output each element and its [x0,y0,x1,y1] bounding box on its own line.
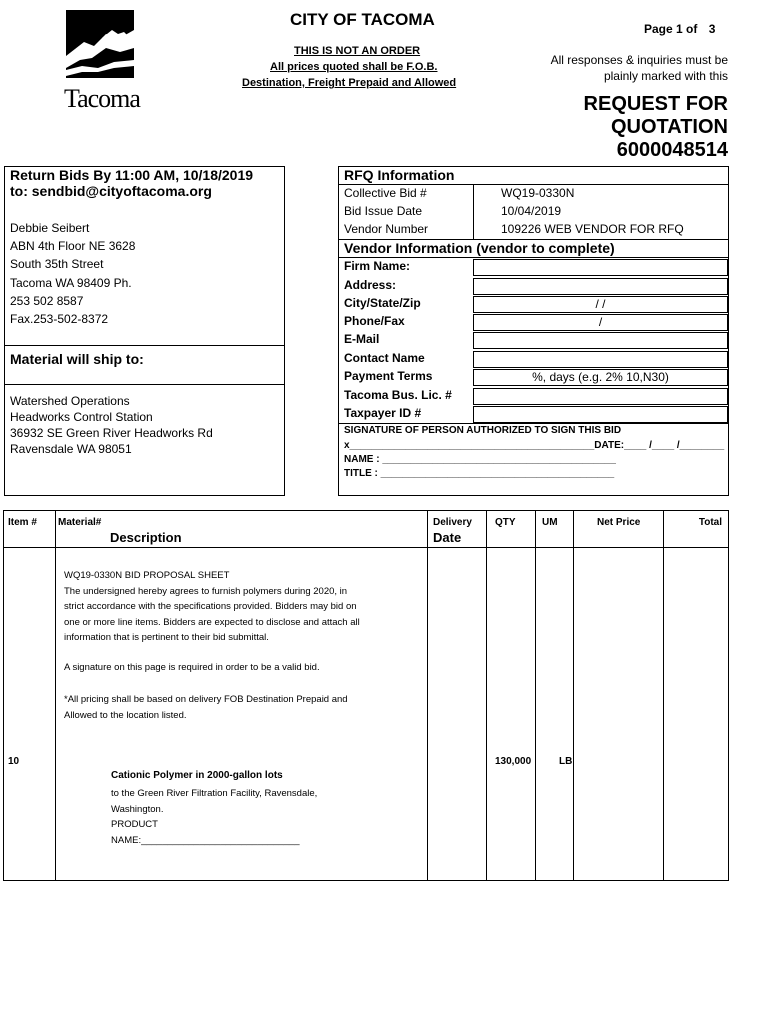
rfq-info-value: WQ19-0330N [501,186,575,200]
item-desc-line: PRODUCT [111,819,158,830]
rfq-info-row [344,184,427,202]
vendor-field-input[interactable] [473,388,728,405]
rfq-info-row [344,202,422,220]
col-header-total: Total [698,517,722,528]
return-bids-line-1: Return Bids By 11:00 AM, 10/18/2019 [10,167,254,183]
vendor-field-input[interactable]: %, days (e.g. 2% 10,N30) [473,369,728,386]
vendor-field-input[interactable]: / / [473,296,728,313]
signature-title: SIGNATURE OF PERSON AUTHORIZED TO SIGN THIS BID [344,425,622,436]
contact-line: ABN 4th Floor NE 3628 [10,239,136,254]
ship-to-line: Ravensdale WA 98051 [10,442,132,456]
vendor-field-label: Phone/Fax [344,314,405,328]
fob-line-1: All prices quoted shall be F.O.B. [270,61,438,73]
item-um: LB [559,756,573,767]
contact-line: 253 502 8587 [10,293,84,308]
rfq-info-value: 109226 WEB VENDOR FOR RFQ [501,222,684,236]
item-desc-line[interactable]: NAME:______________________________ [111,834,300,846]
rfq-title-line-2: QUOTATION [610,116,728,138]
item-desc-line: Washington. [111,803,164,815]
col-header-net-price: Net Price [597,517,641,528]
rfq-info-title: RFQ Information [344,167,455,183]
return-bids-deadline [10,167,253,199]
name-line[interactable]: NAME : __________________________________________ [344,454,616,465]
col-header-um: UM [542,517,558,528]
vendor-field-label: Contact Name [344,351,425,365]
vendor-field-input[interactable] [473,406,728,423]
pricing-note [64,692,348,723]
vendor-field-label: E-Mail [344,332,380,346]
vendor-field-label: Tacoma Bus. Lic. # [344,388,452,402]
city-logo [62,8,138,112]
intro-line: The undersigned hereby agrees to furnish polymers during 2020, in [64,585,348,597]
pricing-note-line: Allowed to the location listed. [64,709,187,721]
col-header-delivery: Delivery [433,517,472,528]
mountain-logo-icon [62,8,138,88]
col-header-date: Date [433,530,462,545]
item-desc-line: to the Green River Filtration Facility, Ravensdale, [111,788,318,799]
rfq-info-label: Vendor Number [344,222,429,236]
contact-line: Debbie Seibert [10,221,90,235]
rfq-number: 6000048514 [616,139,728,161]
intro-line: one or more line items. Bidders are expected to disclose and attach all [64,616,360,628]
item-qty: 130,000 [495,756,532,767]
rfq-info-value: 10/04/2019 [501,204,562,218]
rfq-title [584,93,728,162]
intro-line: WQ19-0330N BID PROPOSAL SHEET [64,570,230,581]
rfq-info-row [344,220,428,238]
signature-line[interactable]: x____________________________________________DATE:____ /____ /________ [344,440,725,451]
city-title: CITY OF TACOMA [290,10,435,29]
rfq-info-label: Collective Bid # [344,186,427,200]
rfq-title-line-1: REQUEST FOR [583,93,728,115]
ship-to-line: 36932 SE Green River Headworks Rd [10,426,213,440]
contact-line: Fax.253-502-8372 [10,312,109,327]
fob-line-2: Destination, Freight Prepaid and Allowed [242,77,457,89]
rfq-info-label: Bid Issue Date [344,204,423,218]
buyer-contact [10,219,135,328]
contact-line: South 35th Street [10,257,104,272]
intro-line: strict accordance with the specifications provided. Bidders may bid on [64,601,357,612]
page-label: Page 1 of [644,22,698,36]
ship-to-line: Watershed Operations [10,394,130,408]
vendor-field-label: Address: [344,278,397,292]
logo-wordmark: Tacoma [64,84,140,113]
col-header-qty: QTY [495,517,516,528]
item-description [111,786,317,848]
col-header-material: Material# [58,517,102,528]
vendor-field-input[interactable]: / [473,314,728,331]
signature-note: A signature on this page is required in order to be a valid bid. [64,662,320,673]
ship-to-line: Headworks Control Station [10,410,153,424]
vendor-field-input[interactable] [473,259,728,276]
contact-line: Tacoma WA 98409 Ph. [10,275,132,290]
vendor-field-label: City/State/Zip [344,296,421,310]
vendor-info-title: Vendor Information (vendor to complete) [344,240,615,256]
vendor-field-input[interactable] [473,332,728,349]
col-header-description: Description [110,530,182,545]
page-indicator [644,22,715,36]
intro-line: information that is pertinent to their bid submittal. [64,632,269,643]
not-order-notice: THIS IS NOT AN ORDER [294,45,421,57]
inquiry-line-1: All responses & inquiries must be [550,53,728,67]
bid-intro [64,568,360,646]
pricing-note-line: *All pricing shall be based on delivery FOB Destination Prepaid and [64,694,348,705]
col-header-item: Item # [8,517,37,528]
title-line[interactable]: TITLE : __________________________________________ [344,468,615,479]
item-title: Cationic Polymer in 2000-gallon lots [111,770,283,781]
vendor-field-label: Firm Name: [344,259,411,273]
ship-to-title: Material will ship to: [10,351,144,367]
item-number: 10 [8,756,20,767]
ship-to-address [10,393,213,457]
vendor-field-label: Taxpayer ID # [344,406,422,420]
vendor-field-input[interactable] [473,351,728,368]
inquiry-line-2: plainly marked with this [603,69,728,83]
vendor-field-label: Payment Terms [344,369,433,383]
return-bids-line-2: to: sendbid@cityoftacoma.org [10,183,212,199]
vendor-field-input[interactable] [473,278,728,295]
page-total: 3 [708,22,716,36]
